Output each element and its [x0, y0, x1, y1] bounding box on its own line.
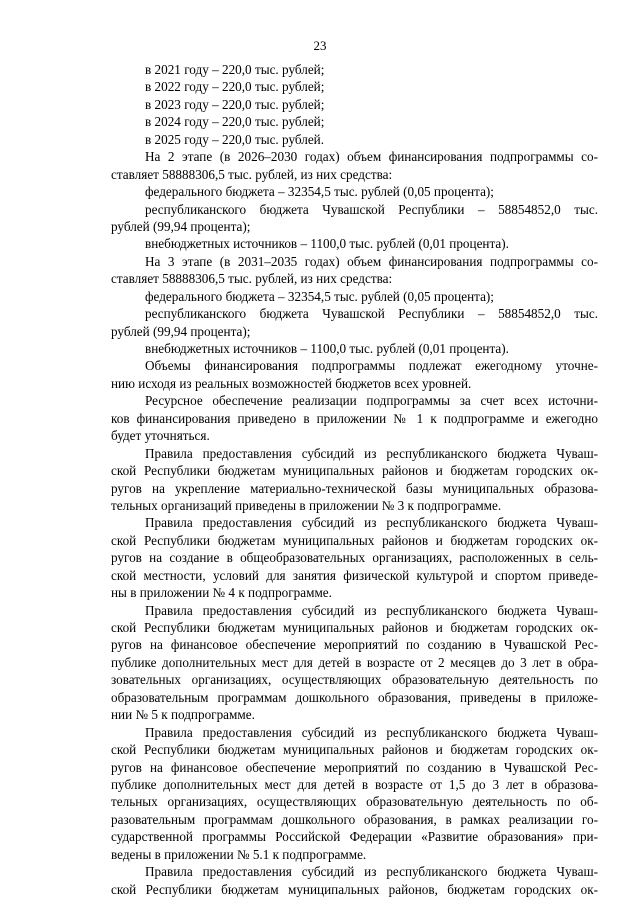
text-line: тельных организаций приведены в приложении № 3 к подпрограмме.: [111, 497, 502, 513]
text-line: Правила предоставления субсидий из республиканского бюджета Чуваш-: [145, 602, 598, 618]
text-line: сударственной программы Российской Федерации «Развитие образования» при-: [111, 829, 598, 845]
text-line: Ресурсное обеспечение реализации подпрограммы за счет всех источни-: [145, 393, 598, 409]
text-line: ставляет 58888306,5 тыс. рублей, из них средства:: [111, 271, 393, 287]
text-line: будет уточняться.: [111, 428, 210, 444]
text-line: публике дополнительных мест для детей в возрасте от 2 месяцев до 3 лет в обра-: [111, 654, 598, 670]
text-line: внебюджетных источников – 1100,0 тыс. рублей (0,01 процента).: [145, 236, 509, 252]
text-line: Правила предоставления субсидий из республиканского бюджета Чуваш-: [145, 445, 598, 461]
text-line: федерального бюджета – 32354,5 тыс. рублей (0,05 процента);: [145, 288, 494, 304]
text-line: в 2021 году – 220,0 тыс. рублей;: [145, 62, 325, 77]
text-line: зовательных организациях, осуществляющих образовательную деятельность по: [111, 672, 598, 688]
text-line: Объемы финансирования подпрограммы подлежат ежегодному уточне-: [145, 358, 598, 374]
page-number: 23: [313, 38, 327, 53]
text-line: ставляет 58888306,5 тыс. рублей, из них средства:: [111, 166, 393, 182]
text-line: На 3 этапе (в 2031–2035 годах) объем финансирования подпрограммы со-: [145, 253, 598, 269]
text-line: рублей (99,94 процента);: [111, 218, 251, 234]
text-line: внебюджетных источников – 1100,0 тыс. рублей (0,01 процента).: [145, 341, 509, 356]
text-line: рублей (99,94 процента);: [111, 323, 251, 339]
text-line: в 2023 году – 220,0 тыс. рублей;: [145, 96, 325, 112]
text-line: ской местности, условий для занятия физической культурой и спортом приведе-: [111, 567, 598, 583]
document-body: [111, 61, 598, 898]
text-line: Правила предоставления субсидий из республиканского бюджета Чуваш-: [145, 864, 598, 880]
text-line: республиканского бюджета Чувашской Республики – 58854852,0 тыс.: [145, 201, 598, 217]
text-line: ны в приложении № 4 к подпрограмме.: [111, 585, 332, 601]
text-line: ругов на финансовое обеспечение мероприятий по созданию в Чувашской Рес-: [111, 637, 598, 653]
text-line: Правила предоставления субсидий из республиканского бюджета Чуваш-: [145, 724, 598, 740]
text-line: Правила предоставления субсидий из республиканского бюджета Чуваш-: [145, 515, 598, 531]
text-line: нию исходя из реальных возможностей бюджетов всех уровней.: [111, 375, 472, 391]
text-line: республиканского бюджета Чувашской Республики – 58854852,0 тыс.: [145, 306, 598, 322]
text-line: ской Республики бюджетам муниципальных районов и бюджетам городских ок-: [111, 463, 598, 479]
text-line: ской Республики бюджетам муниципальных районов, бюджетам городских ок-: [111, 881, 598, 897]
text-line: образовательным программам дошкольного образования, приведены в приложе-: [111, 689, 598, 705]
text-line: ругов на укрепление материально-технической базы муниципальных образова-: [111, 480, 598, 496]
text-line: ской Республики бюджетам муниципальных районов и бюджетам городских ок-: [111, 620, 598, 635]
text-line: федерального бюджета – 32354,5 тыс. рублей (0,05 процента);: [145, 184, 494, 200]
text-line: тельных организациях, осуществляющих образовательную деятельность по об-: [111, 794, 598, 810]
text-line: ведены в приложении № 5.1 к подпрограмме.: [111, 846, 367, 862]
text-line: ков финансирования приведено в приложении № 1 к подпрограмме и ежегодно: [111, 410, 598, 426]
text-line: ругов на создание в общеобразовательных организациях, расположенных в сель-: [111, 550, 598, 566]
text-line: ругов на финансовое обеспечение мероприятий по созданию в Чувашской Рес-: [111, 759, 598, 775]
text-line: разовательным программам дошкольного образования, в рамках реализации го-: [111, 811, 598, 827]
text-line: ской Республики бюджетам муниципальных районов и бюджетам городских ок-: [111, 742, 598, 758]
text-line: нии № 5 к подпрограмме.: [111, 707, 255, 723]
text-line: в 2024 году – 220,0 тыс. рублей;: [145, 114, 325, 130]
text-line: в 2022 году – 220,0 тыс. рублей;: [145, 79, 325, 95]
text-line: ской Республики бюджетам муниципальных районов и бюджетам городских ок-: [111, 532, 598, 548]
text-line: публике дополнительных мест для детей в возрасте от 1,5 до 3 лет в образова-: [111, 776, 598, 792]
text-line: На 2 этапе (в 2026–2030 годах) объем финансирования подпрограммы со-: [145, 149, 598, 165]
text-line: в 2025 году – 220,0 тыс. рублей.: [145, 131, 325, 147]
